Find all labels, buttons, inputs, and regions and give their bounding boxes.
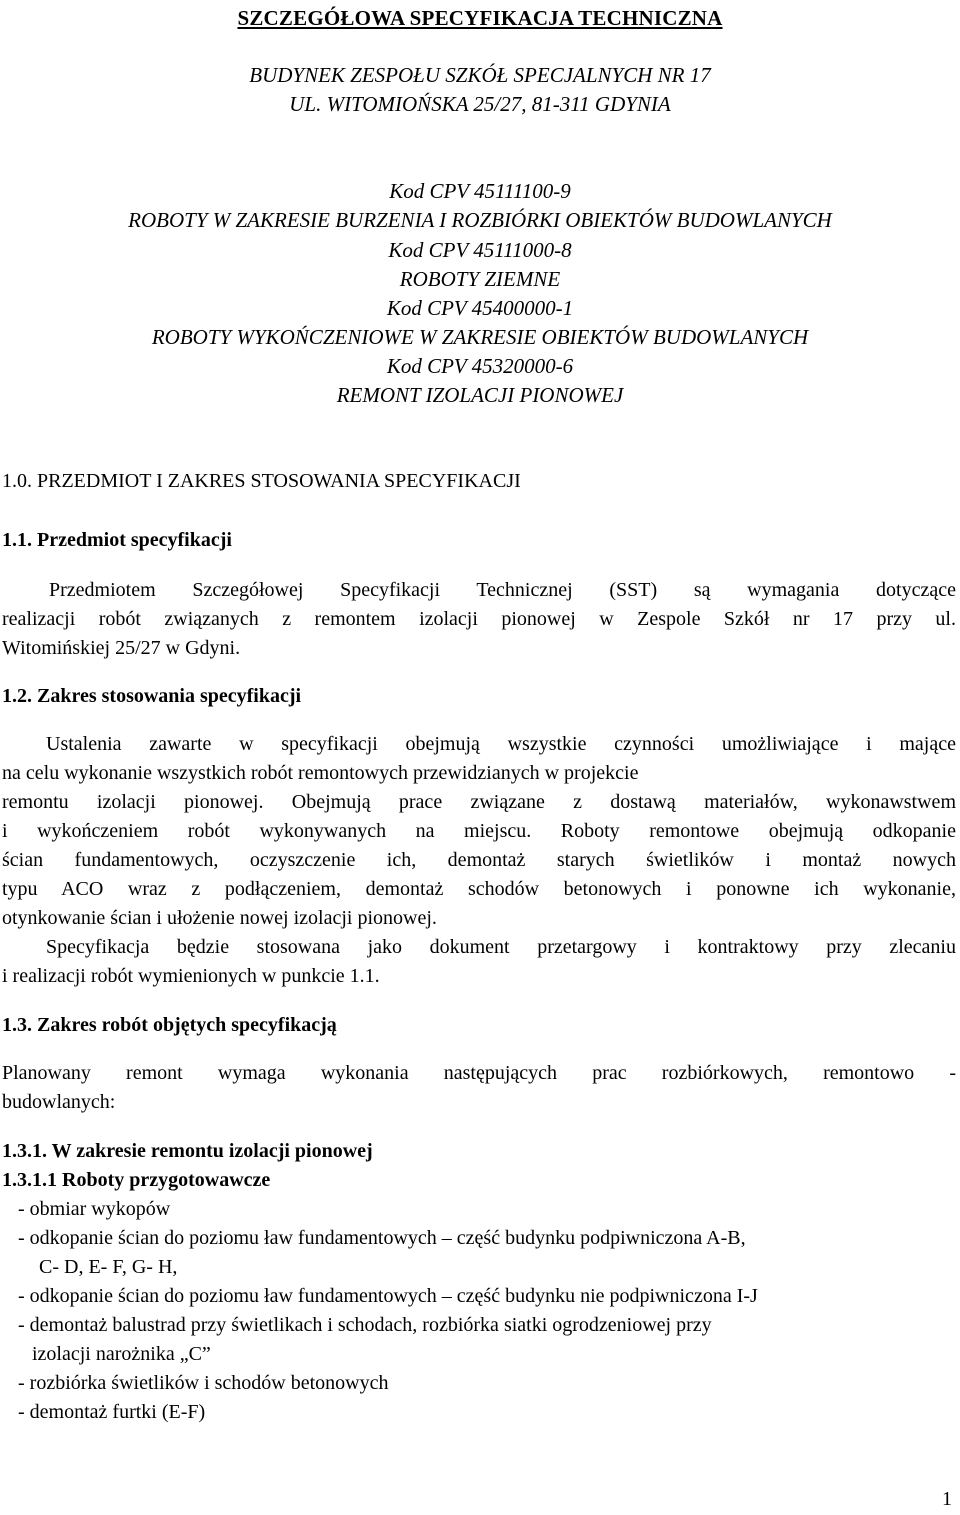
paragraph-line: otynkowanie ścian i ułożenie nowej izolacji pionowej. [2,907,437,929]
building-name: BUDYNEK ZESPOŁU SZKÓŁ SPECJALNYCH NR 17 [249,63,711,87]
paragraph-line: ścian fundamentowych, oczyszczenie ich, demontaż starych świetlików i montaż nowych [2,849,956,871]
page-number: 1 [942,1488,952,1510]
paragraph-line: Witomińskiej 25/27 w Gdyni. [2,637,241,659]
section-heading-1-0: 1.0. PRZEDMIOT I ZAKRES STOSOWANIA SPECYFIKACJI [2,470,521,492]
section-heading-1-1: 1.1. Przedmiot specyfikacji [2,529,232,551]
cpv-description: ROBOTY ZIEMNE [399,267,561,291]
list-item: - odkopanie ścian do poziomu ław fundamentowych – część budynku podpiwniczona A-B, [18,1227,746,1249]
paragraph-line: Planowany remont wymaga wykonania następujących prac rozbiórkowych, remontowo - [2,1062,956,1084]
paragraph-line: i wykończeniem robót wykonywanych na miejscu. Roboty remontowe obejmują odkopanie [2,820,956,842]
list-item: - odkopanie ścian do poziomu ław fundamentowych – część budynku nie podpiwniczona I-J [18,1285,758,1307]
paragraph-line: remontu izolacji pionowej. Obejmują prace związane z dostawą materiałów, wykonawstwem [2,791,956,813]
section-heading-1-3-1: 1.3.1. W zakresie remontu izolacji pionowej [2,1140,373,1162]
list-item: C- D, E- F, G- H, [39,1256,178,1278]
section-heading-1-3-1-1: 1.3.1.1 Roboty przygotowawcze [2,1169,271,1191]
paragraph-line: Przedmiotem Szczegółowej Specyfikacji Technicznej (SST) są wymagania dotyczące [49,579,956,601]
cpv-code: Kod CPV 45400000-1 [386,296,574,320]
cpv-code: Kod CPV 45111100-9 [389,179,571,203]
section-heading-1-3: 1.3. Zakres robót objętych specyfikacją [2,1014,337,1036]
cpv-code: Kod CPV 45111000-8 [388,238,572,262]
building-address: UL. WITOMIOŃSKA 25/27, 81-311 GDYNIA [289,92,671,116]
paragraph-line: realizacji robót związanych z remontem izolacji pionowej w Zespole Szkół nr 17 przy ul. [2,608,956,630]
list-item: izolacji narożnika „C” [32,1343,211,1365]
paragraph-line: Specyfikacja będzie stosowana jako dokument przetargowy i kontraktowy przy zlecaniu [46,936,956,958]
list-item: - demontaż furtki (E-F) [18,1401,206,1423]
section-heading-1-2: 1.2. Zakres stosowania specyfikacji [2,685,302,707]
paragraph-line: Ustalenia zawarte w specyfikacji obejmują wszystkie czynności umożliwiające i mające [46,733,956,755]
document-title: SZCZEGÓŁOWA SPECYFIKACJA TECHNICZNA [237,6,723,30]
list-item: - obmiar wykopów [18,1198,171,1220]
list-item: - demontaż balustrad przy świetlikach i schodach, rozbiórka siatki ogrodzeniowej przy [18,1314,712,1336]
paragraph-line: typu ACO wraz z podłączeniem, demontaż schodów betonowych i ponowne ich wykonanie, [2,878,956,900]
paragraph-line: na celu wykonanie wszystkich robót remontowych przewidzianych w projekcie [2,762,639,784]
list-item: - rozbiórka świetlików i schodów betonowych [18,1372,389,1394]
cpv-description: ROBOTY WYKOŃCZENIOWE W ZAKRESIE OBIEKTÓW BUDOWLANYCH [151,325,809,349]
paragraph-line: budowlanych: [2,1091,116,1113]
paragraph-line: i realizacji robót wymienionych w punkcie 1.1. [2,965,380,987]
cpv-description: ROBOTY W ZAKRESIE BURZENIA I ROZBIÓRKI OBIEKTÓW BUDOWLANYCH [128,208,832,232]
cpv-description: REMONT IZOLACJI PIONOWEJ [336,383,624,407]
cpv-code: Kod CPV 45320000-6 [386,354,574,378]
